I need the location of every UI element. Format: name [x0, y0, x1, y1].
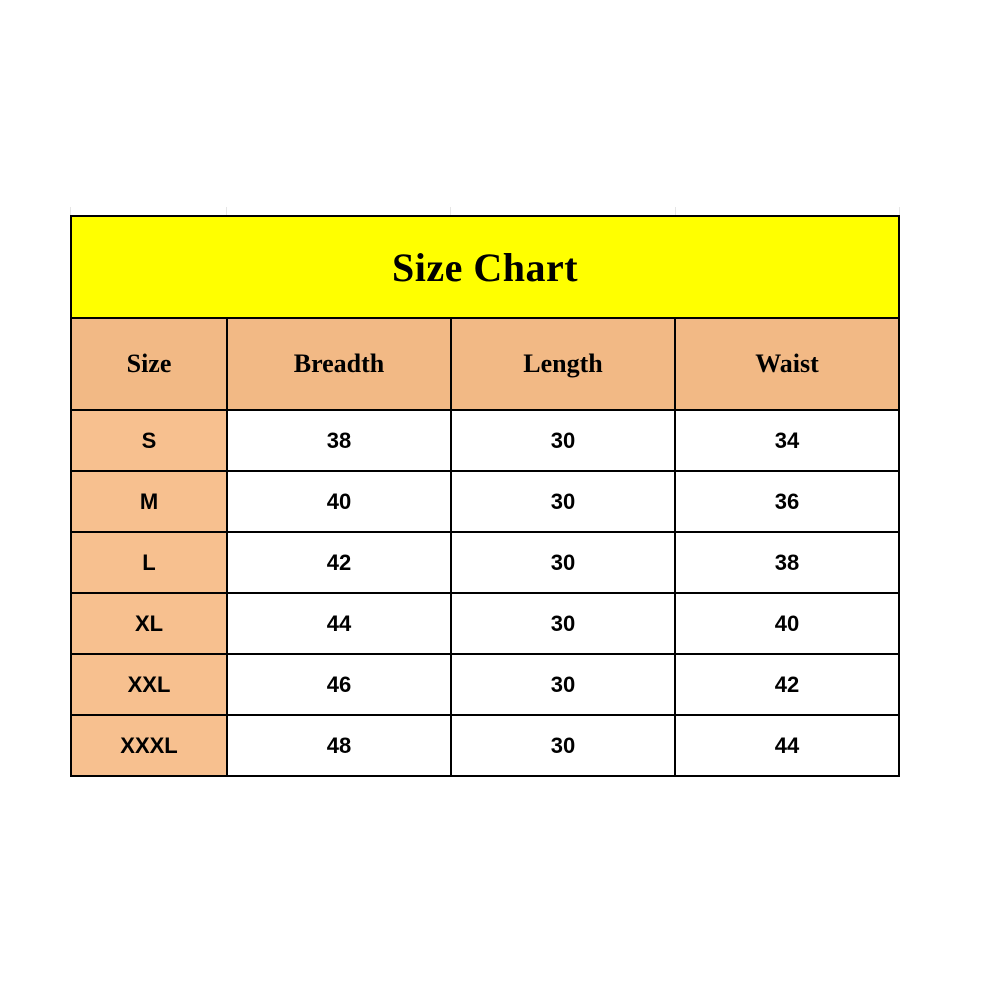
cell-waist: 34 — [675, 410, 899, 471]
cell-length: 30 — [451, 532, 675, 593]
column-header-length: Length — [451, 318, 675, 410]
cell-breadth: 44 — [227, 593, 451, 654]
cell-length: 30 — [451, 715, 675, 776]
cell-length: 30 — [451, 593, 675, 654]
cell-length: 30 — [451, 471, 675, 532]
cell-size: S — [71, 410, 227, 471]
table-row — [71, 593, 899, 654]
column-header-breadth: Breadth — [227, 318, 451, 410]
table-row — [71, 410, 899, 471]
cell-breadth: 42 — [227, 532, 451, 593]
cell-waist: 42 — [675, 654, 899, 715]
size-chart-container — [70, 215, 900, 767]
cell-size: XL — [71, 593, 227, 654]
size-chart-table — [70, 215, 900, 777]
title-row — [71, 216, 899, 318]
cell-waist: 38 — [675, 532, 899, 593]
chart-title: Size Chart — [71, 216, 899, 318]
cell-length: 30 — [451, 654, 675, 715]
column-header-size: Size — [71, 318, 227, 410]
cell-size: XXL — [71, 654, 227, 715]
cell-length: 30 — [451, 410, 675, 471]
table-row — [71, 471, 899, 532]
cell-waist: 40 — [675, 593, 899, 654]
table-row — [71, 654, 899, 715]
column-header-waist: Waist — [675, 318, 899, 410]
cell-size: L — [71, 532, 227, 593]
header-row — [71, 318, 899, 410]
cell-breadth: 46 — [227, 654, 451, 715]
table-row — [71, 715, 899, 776]
cell-breadth: 48 — [227, 715, 451, 776]
cell-breadth: 40 — [227, 471, 451, 532]
table-row — [71, 532, 899, 593]
cell-size: M — [71, 471, 227, 532]
cell-waist: 44 — [675, 715, 899, 776]
cell-breadth: 38 — [227, 410, 451, 471]
cell-size: XXXL — [71, 715, 227, 776]
cell-waist: 36 — [675, 471, 899, 532]
